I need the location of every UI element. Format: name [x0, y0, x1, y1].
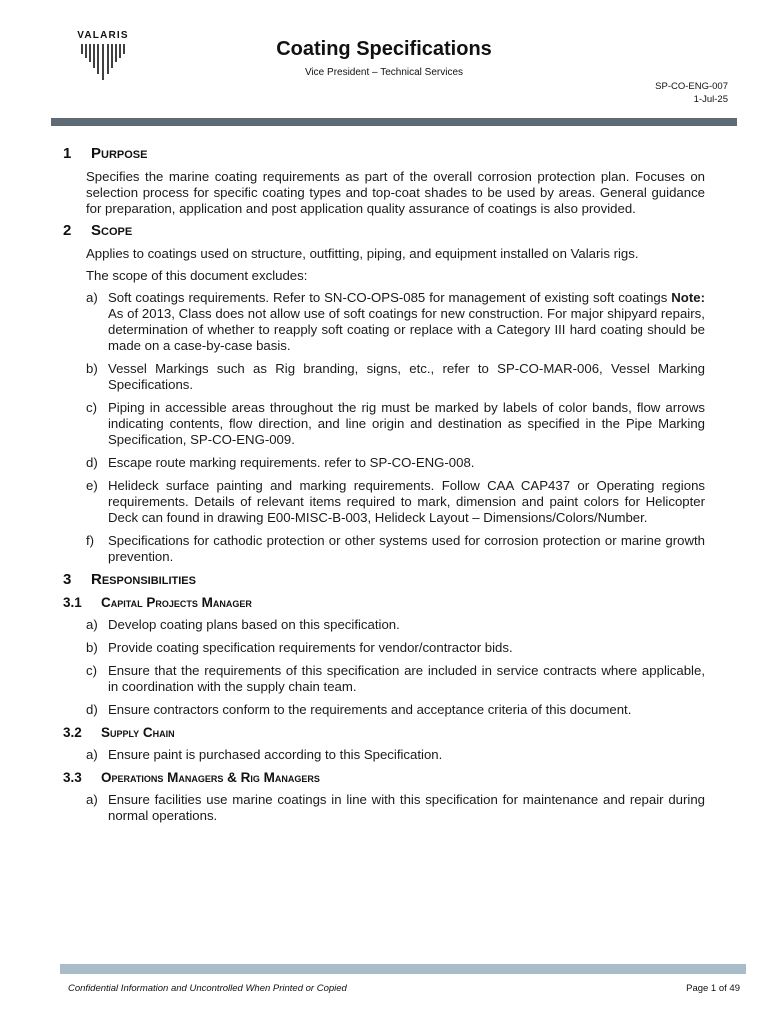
- list-item-label: a): [86, 617, 98, 632]
- list-item-label: f): [86, 533, 95, 548]
- list-item-label: b): [86, 640, 98, 655]
- list-item: [86, 533, 705, 565]
- purpose-text: Specifies the marine coating requirements as part of the overall corrosion protection plan. Focuses on selection process for specific coating types and top-coat shades to be used by areas. General guidance for preparation, application and post application quality assurance of coatings is also provided.: [86, 169, 705, 216]
- list-item-label: a): [86, 747, 98, 762]
- document-subtitle: Vice President – Technical Services: [304, 67, 464, 78]
- list-item-text: [108, 290, 705, 354]
- list-item-text: Escape route marking requirements. refer to SP-CO-ENG-008.: [108, 455, 475, 470]
- list-item-body: Soft coatings requirements. Refer to SN-CO-OPS-085 for management of existing soft coatings: [108, 290, 668, 305]
- subsection-number: 3.1: [63, 595, 82, 610]
- header-divider: [51, 118, 737, 126]
- list-item-label: c): [86, 663, 97, 678]
- supply-chain-list: [63, 747, 705, 763]
- list-item: [86, 792, 705, 824]
- list-item-label: c): [86, 400, 97, 415]
- list-item: [86, 663, 705, 695]
- scope-exclusions-intro: The scope of this document excludes:: [86, 268, 308, 283]
- subsection-heading-supply-chain: [63, 725, 705, 741]
- logo-text: VALARIS: [77, 30, 129, 41]
- list-item-text: Helideck surface painting and marking requirements. Follow CAA CAP437 or Operating regions requirements. Details of relevant items required to mark, dimension and paint colors for Helicopter Deck can found in drawing E00-MISC-B-003, Helideck Layout – Dimensions/Colors/Number.: [108, 478, 705, 525]
- list-item-label: d): [86, 455, 98, 470]
- note-label: Note:: [671, 290, 705, 305]
- list-item-text: Ensure contractors conform to the requirements and acceptance criteria of this document.: [108, 702, 632, 717]
- section-number: 3: [63, 571, 72, 588]
- section-heading-purpose: [63, 146, 705, 162]
- list-item-text: Specifications for cathodic protection or other systems used for corrosion protection or marine growth prevention.: [108, 533, 705, 564]
- page-number: Page 1 of 49: [686, 983, 740, 994]
- section-title: Purpose: [91, 145, 148, 162]
- list-item: [86, 617, 705, 633]
- section-heading-responsibilities: [63, 572, 705, 588]
- list-item-text: Develop coating plans based on this specification.: [108, 617, 400, 632]
- note-text: As of 2013, Class does not allow use of soft coatings for new construction. For major shipyard repairs, determination of whether to reapply soft coating or replace with a Category III hard coating should be made on a case-by-case basis.: [108, 306, 705, 353]
- document-body: [63, 142, 705, 831]
- document-number: SP-CO-ENG-007: [655, 81, 728, 92]
- subsection-number: 3.3: [63, 770, 82, 785]
- subsection-title: Supply Chain: [101, 725, 175, 740]
- list-item: [86, 290, 705, 354]
- list-item-label: a): [86, 792, 98, 807]
- list-item: [86, 455, 705, 471]
- list-item: [86, 361, 705, 393]
- document-date: 1-Jul-25: [693, 94, 728, 105]
- list-item-text: Provide coating specification requirements for vendor/contractor bids.: [108, 640, 513, 655]
- section-heading-scope: [63, 223, 705, 239]
- section-title: Responsibilities: [91, 571, 196, 588]
- list-item-label: b): [86, 361, 98, 376]
- list-item: [86, 747, 705, 763]
- scope-paragraph: Applies to coatings used on structure, outfitting, piping, and equipment installed on Valaris rigs.: [86, 246, 639, 261]
- subsection-heading-capital-projects: [63, 595, 705, 611]
- document-title: Coating Specifications: [276, 38, 492, 60]
- list-item: [86, 478, 705, 526]
- operations-list: [63, 792, 705, 824]
- subsection-heading-operations: [63, 770, 705, 786]
- list-item-label: d): [86, 702, 98, 717]
- section-number: 2: [63, 222, 72, 239]
- subsection-number: 3.2: [63, 725, 82, 740]
- confidentiality-notice: Confidential Information and Uncontrolled When Printed or Copied: [68, 983, 347, 994]
- subsection-title: Capital Projects Manager: [101, 595, 252, 610]
- list-item-text: Piping in accessible areas throughout the rig must be marked by labels of color bands, flow arrows indicating contents, flow direction, and line origin and destination as specified in the Pipe Marking Specification, SP-CO-ENG-009.: [108, 400, 705, 447]
- subsection-title: Operations Managers & Rig Managers: [101, 770, 320, 785]
- list-item-text: Ensure that the requirements of this specification are included in service contracts where applicable, in coordination with the supply chain team.: [108, 663, 705, 694]
- section-title: Scope: [91, 222, 133, 239]
- list-item-text: Vessel Markings such as Rig branding, signs, etc., refer to SP-CO-MAR-006, Vessel Marking Specifications.: [108, 361, 705, 392]
- list-item-label: a): [86, 290, 98, 305]
- list-item: [86, 702, 705, 718]
- document-meta: [655, 80, 728, 106]
- list-item-text: Ensure facilities use marine coatings in line with this specification for maintenance and repair during normal operations.: [108, 792, 705, 823]
- section-number: 1: [63, 145, 72, 162]
- footer-divider: [60, 964, 746, 974]
- list-item: [86, 640, 705, 656]
- list-item-text: Ensure paint is purchased according to this Specification.: [108, 747, 443, 762]
- scope-exclusions-list: [63, 290, 705, 565]
- list-item-label: e): [86, 478, 98, 493]
- list-item: [86, 400, 705, 448]
- title-block: [0, 38, 768, 78]
- capital-projects-list: [63, 617, 705, 718]
